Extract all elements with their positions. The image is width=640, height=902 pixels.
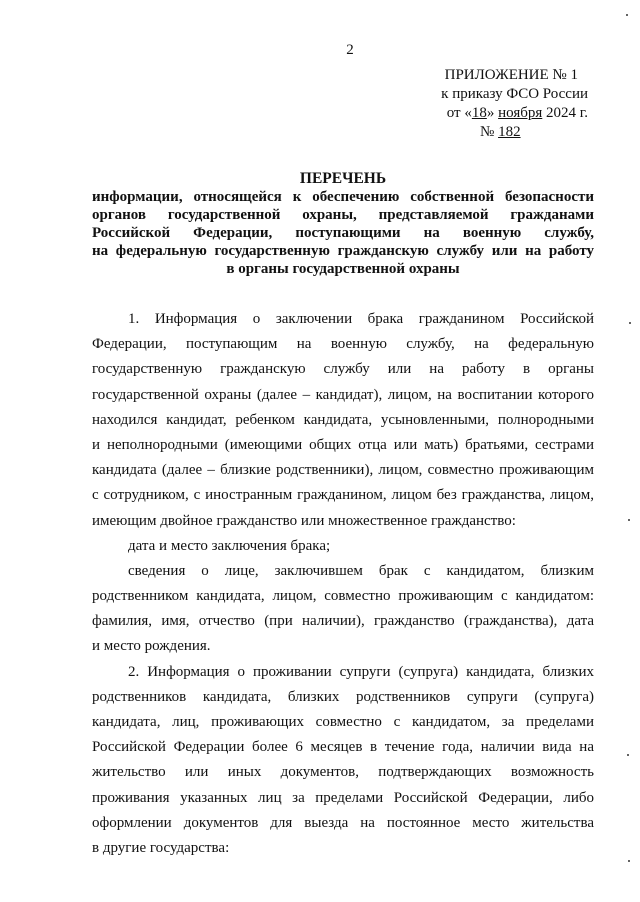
scan-speck (628, 860, 630, 862)
scan-speck (626, 14, 628, 16)
document-heading (92, 170, 594, 278)
scan-speck (629, 322, 631, 324)
paragraph-1 (92, 307, 594, 534)
text-line: в другие государства: (92, 839, 230, 856)
appendix-title: ПРИЛОЖЕНИЕ № 1 (444, 67, 578, 83)
heading-line: Российской Федерации, поступающими на военную службу, (92, 225, 594, 241)
text-line: дата и место заключения брака; (128, 537, 331, 554)
text-line: родственником кандидата, лицом, совместно проживающим с кандидатом: (92, 588, 594, 605)
text-line: и место рождения. (92, 638, 211, 655)
heading-line: на федеральную государственную гражданскую службу или на работу (92, 243, 594, 259)
text-line: Федерации, поступающим на военную службу, на федеральную (92, 336, 594, 353)
page-number: 2 (346, 42, 354, 58)
paragraph-3 (92, 559, 594, 660)
date-day: 18 (471, 105, 487, 121)
date-month: ноября (498, 105, 543, 121)
text-line: родственников кандидата, близких родственников супруги (супруга) (92, 688, 594, 705)
text-line: фамилия, имя, отчество (при наличии), гражданство (гражданства), дата (92, 613, 594, 630)
number-value: 182 (498, 124, 521, 140)
text-line: имеющим двойное гражданство или множественное гражданство: (92, 512, 516, 529)
appendix-number (418, 123, 588, 142)
text-line: кандидата (далее – близкие родственники), лицом, совместно проживающим (92, 462, 594, 479)
text-line: государственную гражданскую службу или на работу в органы (92, 361, 594, 378)
text-line: сведения о лице, заключившем брак с кандидатом, близким (128, 562, 594, 579)
scan-speck (627, 754, 629, 756)
text-line: находился кандидат, ребенком кандидата, усыновленными, полнородными (92, 411, 594, 428)
appendix-order-ref: к приказу ФСО России (441, 86, 588, 102)
text-line: с сотрудником, с иностранным гражданином, лицом без гражданства, лицом, (92, 487, 594, 504)
paragraph-4 (92, 660, 594, 862)
text-line: Российской Федерации более 6 месяцев в течение года, наличии вида на (92, 739, 594, 756)
heading-line: информации, относящейся к обеспечению собственной безопасности (92, 189, 594, 205)
text-line: оформлении документов для выезда на постоянное место жительства (92, 814, 594, 831)
text-line: жительство или иных документов, подтверждающих возможность (92, 764, 594, 781)
appendix-block (418, 66, 588, 142)
document-body (92, 307, 594, 861)
heading-line: в органы государственной охраны (226, 261, 460, 277)
date-day-close: » (486, 105, 495, 121)
heading-title: ПЕРЕЧЕНЬ (299, 170, 387, 187)
text-line: и неполнородными (имеющими общих отца или мать) братьями, сестрами (92, 436, 594, 453)
text-line: кандидата, лиц, проживающих совместно с кандидатом, за пределами (92, 714, 594, 730)
text-line: 2. Информация о проживании супруги (супруга) кандидата, близких (128, 663, 594, 680)
date-year: 2024 г. (546, 105, 588, 121)
heading-line: органов государственной охраны, представляемой гражданами (92, 207, 594, 223)
paragraph-2 (92, 534, 594, 559)
scan-speck (628, 519, 630, 521)
text-line: государственной охраны (далее – кандидат), лицом, на воспитании которого (92, 386, 594, 403)
text-line: 1. Информация о заключении брака гражданином Российской (128, 311, 594, 327)
text-line: проживания указанных лиц за пределами Российской Федерации, либо (92, 789, 594, 806)
date-prefix: от « (446, 105, 472, 121)
number-prefix: № (480, 124, 495, 140)
appendix-date (418, 104, 588, 123)
